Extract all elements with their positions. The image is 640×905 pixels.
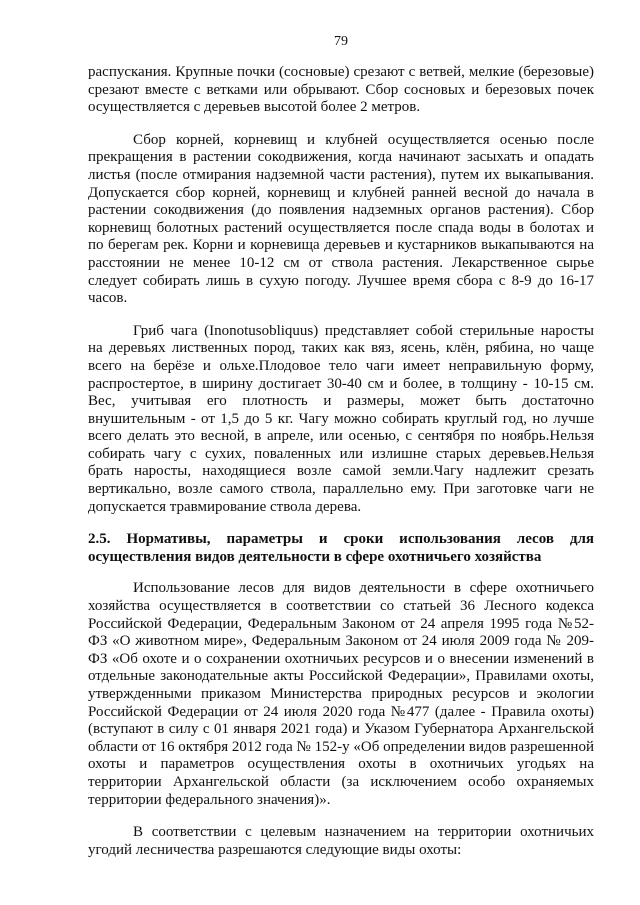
paragraph-chaga-mushroom: Гриб чага (Inonotusobliquus) представляет собой стерильные наросты на деревьях лиственных пород, таких как вяз, ясень, клён, рябина, но чаще всего на берёзе и ольхе.Плодовое тело чаги имеет неправильную форму, распростертое, в ширину достигает 30-40 см и более, в толщину - 10-15 см. Вес, учитывая его плотность и размеры, может быть достаточно внушительным - от 1,5 до 5 кг. Чагу можно собирать круглый год, но лучше всего делать это весной, в апреле, или осенью, с сентября по ноябрь.Нельзя собирать чагу с сухих, поваленных или излишне старых деревьев.Нельзя брать наросты, находящиеся возле самой земли.Чагу надлежит срезать вертикально, возле самого ствола, параллельно ему. При заготовке чаги не допускается травмирование ствола дерева. bbox=[88, 322, 594, 515]
paragraph-spacer bbox=[88, 516, 594, 531]
paragraph-roots-collection: Сбор корней, корневищ и клубней осуществляется осенью после прекращения в растении сокодвижения, когда начинают засыхать и опадать листья (после отмирания надземной части растения), путем их выкапывания. Допускается сбор корней, корневищ и клубней ранней весной до начала в растении сокодвижения (до появления надземных органов растения). Сбор корневищ болотных растений осуществляется после спада воды в болотах и по берегам рек. Корни и корневища деревьев и кустарников выкапываются на расстоянии не менее 10-12 см от ствола растения. Лекарственное сырье следует собирать лишь в сухую погоду. Лучшее время сбора с 8-9 до 16-17 часов. bbox=[88, 131, 594, 307]
paragraph-spacer bbox=[88, 566, 594, 580]
paragraph-hunting-types-intro: В соответствии с целевым назначением на территории охотничьих угодий лесничества разрешаются следующие виды охоты: bbox=[88, 824, 594, 858]
paragraph-spacer bbox=[88, 308, 594, 323]
section-heading-2-5: 2.5. Нормативы, параметры и сроки использования лесов для осуществления видов деятельности в сфере охотничьего хозяйства bbox=[88, 531, 594, 565]
paragraph-spacer bbox=[88, 117, 594, 132]
paragraph-spacer bbox=[88, 809, 594, 824]
paragraph-hunting-legislation: Использование лесов для видов деятельности в сфере охотничьего хозяйства осуществляется в соответствии со статьей 36 Лесного кодекса Российской Федерации, Федеральным Законом от 24 апреля 1995 года №52-ФЗ «О животном мире», Федеральным Законом от 24 июля 2009 года № 209-ФЗ «Об охоте и о сохранении охотничьих ресурсов и о внесении изменений в отдельные законодательные акты Российской Федерации», Правилами охоты, утвержденными приказом Министерства природных ресурсов и экологии Российской Федерации от 24 июля 2020 года №477 (далее - Правила охоты) (вступают в силу с 01 января 2021 года) и Указом Губернатора Архангельской области от 16 октября 2012 года № 152-у «Об определении видов разрешенной охоты и параметров осуществления охоты в охотничьих угодьях на территории Архангельской области (за исключением особо охраняемых территории федерального значения)». bbox=[88, 580, 594, 808]
paragraph-buds-collection: распускания. Крупные почки (сосновые) срезают с ветвей, мелкие (березовые) срезают вместе с ветками или обрывают. Сбор сосновых и березовых почек осуществляется с деревьев высотой более 2 метров. bbox=[88, 64, 594, 116]
page-number: 79 bbox=[334, 34, 348, 49]
